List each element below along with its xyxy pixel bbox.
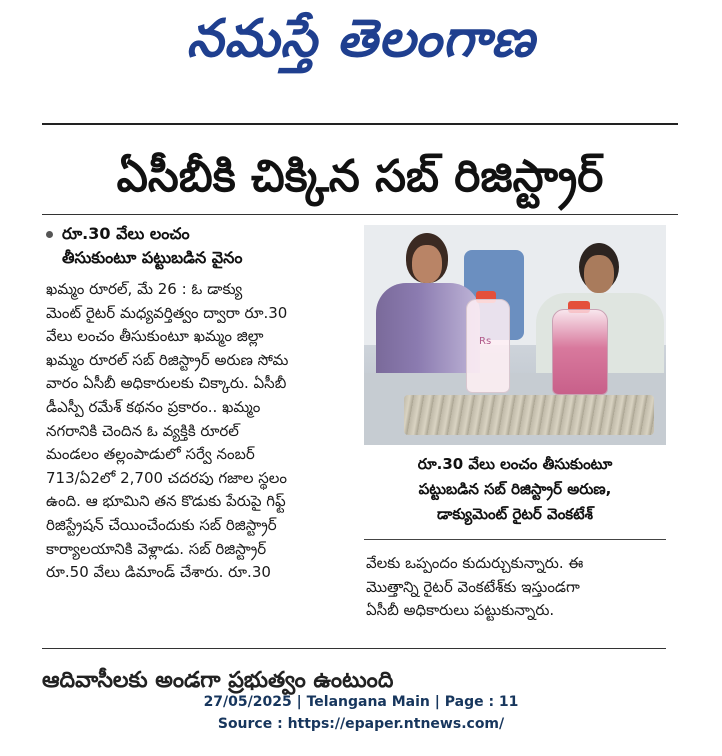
body-text-line: వారం ఏసీబీ అధికారులకు చిక్కారు. ఏసీబీ <box>46 374 287 393</box>
next-article-headline-cropped: ఆదివాసీలకు అండగా ప్రభుత్వం ఉంటుంది <box>42 668 394 693</box>
clipping-source-link[interactable]: Source : https://epaper.ntnews.com/ <box>217 716 505 732</box>
caption-line: రూ.30 వేలు లంచం తీసుకుంటూ <box>417 455 613 473</box>
photo-person-face <box>584 255 614 293</box>
article-body-right-column <box>366 552 664 623</box>
body-text-line: ఖమ్మం రూరల్, మే 26 : ఓ డాక్యు <box>46 280 243 298</box>
article-end-divider <box>42 648 666 649</box>
body-text-line: మండలం తల్లంపాడులో సర్వే నంబర్ <box>46 445 255 464</box>
article-body-left-column <box>46 278 340 585</box>
caption-divider <box>364 539 666 540</box>
caption-line: పట్టుబడిన సబ్ రిజిస్ట్రార్ అరుణ, <box>418 480 612 498</box>
body-text-line: ఖమ్మం రూరల్ సబ్ రిజిస్ట్రార్ అరుణ సోమ <box>46 350 289 369</box>
evidence-bottle <box>466 299 510 393</box>
body-text-line: వేలు లంచం తీసుకుంటూ ఖమ్మం జిల్లా <box>46 327 264 346</box>
masthead-divider <box>42 123 678 125</box>
caption-line: డాక్యుమెంట్ రైటర్ వెంకటేశ్ <box>437 505 593 523</box>
article-highlight <box>46 222 346 270</box>
article-headline: ఏసీబీకి చిక్కిన సబ్ రిజిస్ట్రార్ <box>116 151 604 202</box>
bullet-icon <box>46 231 53 238</box>
bottle-label: Rs <box>479 336 492 347</box>
body-text-line: డీఎస్పీ రమేశ్ కథనం ప్రకారం.. ఖమ్మం <box>46 397 261 416</box>
body-text-line: రిజిస్ట్రేషన్ చేయించేందుకు సబ్ రిజిస్ట్రార్ <box>46 515 277 534</box>
body-text-line: మొత్తాన్ని రైటర్ వెంకటేశ్‌కు ఇస్తుండగా <box>366 577 580 596</box>
body-text-line: ఉంది. ఆ భూమిని తన కొడుకు పేరుపై గిఫ్ట్ <box>46 492 286 511</box>
highlight-line: రూ.30 వేలు లంచం <box>62 224 190 243</box>
highlight-line: తీసుకుంటూ పట్టుబడిన వైనం <box>62 248 243 267</box>
clipping-date-page-info: 27/05/2025 | Telangana Main | Page : 11 <box>203 694 519 710</box>
body-text-line: వేలకు ఒప్పందం కుదుర్చుకున్నారు. ఈ <box>366 554 584 572</box>
newspaper-masthead: నమస్తే తెలంగాణ <box>186 8 536 69</box>
evidence-bottle <box>552 309 608 395</box>
headline-divider <box>42 214 678 215</box>
body-text-line: మెంట్ రైటర్ మధ్యవర్తిత్వం ద్వారా రూ.30 <box>46 303 288 322</box>
photo-person-face <box>412 245 442 283</box>
body-text-line: కార్యాలయానికి వెళ్లాడు. సబ్ రిజిస్ట్రార్ <box>46 539 267 558</box>
body-text-line: 713/ఏ2లో 2,700 చదరపు గజాల స్థలం <box>46 468 288 487</box>
body-text-line: రూ.50 వేలు డిమాండ్ చేశారు. రూ.30 <box>46 563 271 582</box>
body-text-line: నగరానికి చెందిన ఓ వ్యక్తికి రూరల్ <box>46 421 239 440</box>
photo-person-sub-registrar <box>376 283 480 373</box>
body-text-line: ఏసీబీ అధికారులు పట్టుకున్నారు. <box>366 601 555 620</box>
photo-caption <box>364 452 666 527</box>
article-photo <box>364 225 666 445</box>
currency-notes <box>404 395 654 435</box>
